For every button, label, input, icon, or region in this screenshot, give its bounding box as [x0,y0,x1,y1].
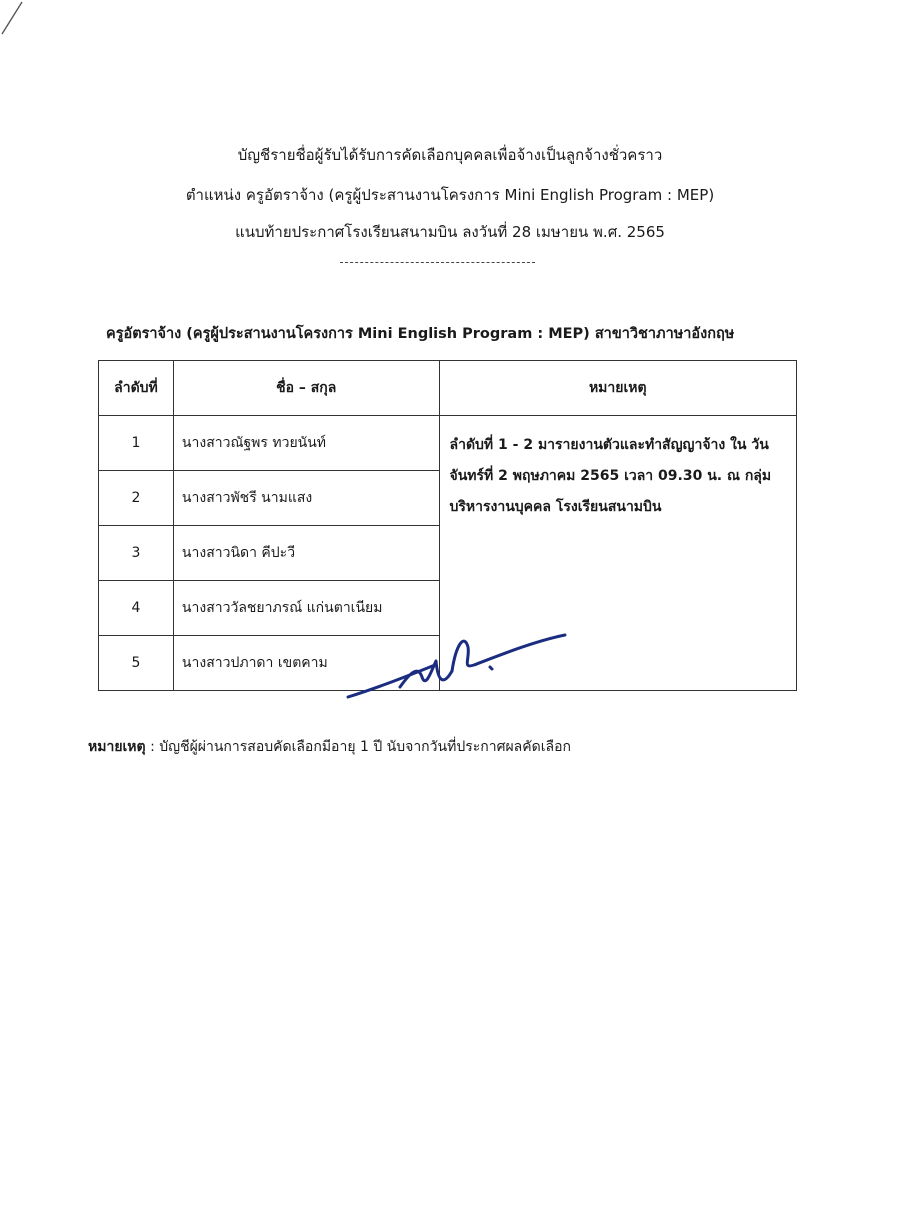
row-order: 3 [99,526,174,581]
header-line-3: แนบท้ายประกาศโรงเรียนสนามบิน ลงวันที่ 28 เมษายน พ.ศ. 2565 [235,223,665,241]
column-header-order: ลำดับที่ [99,361,174,416]
row-name: นางสาวนิดา คีปะวี [173,526,439,581]
row-order: 5 [99,636,174,691]
row-order: 1 [99,416,174,471]
signature [340,625,580,710]
section-title: ครูอัตราจ้าง (ครูผู้ประสานงานโครงการ Mini English Program : MEP) สาขาวิชาภาษาอังกฤษ [106,326,735,342]
footnote [88,736,571,758]
header-line-1: บัญชีรายชื่อผู้รับได้รับการคัดเลือกบุคคลเพื่อจ้างเป็นลูกจ้างชั่วคราว [237,146,663,164]
corner-mark [0,0,30,40]
footnote-label: หมายเหตุ [88,739,146,755]
table-row [99,416,797,471]
header-line-2: ตำแหน่ง ครูอัตราจ้าง (ครูผู้ประสานงานโครงการ Mini English Program : MEP) [185,186,715,204]
row-order: 2 [99,471,174,526]
row-name: นางสาวณัฐพร ทวยนันท์ [173,416,439,471]
remark-cell: ลำดับที่ 1 - 2 มารายงานตัวและทำสัญญาจ้าง ใน วันจันทร์ที่ 2 พฤษภาคม 2565 เวลา 09.30 น. ณ กลุ่มบริหารงานบุคคล โรงเรียนสนามบิน [439,416,796,691]
row-name: นางสาวปภาดา เขตคาม [173,636,439,691]
column-header-remark: หมายเหตุ [439,361,796,416]
row-name: นางสาววัลชยาภรณ์ แก่นตาเนียม [173,581,439,636]
header-divider [340,262,535,263]
footnote-text: : บัญชีผู้ผ่านการสอบคัดเลือกมีอายุ 1 ปี นับจากวันที่ประกาศผลคัดเลือก [145,739,571,755]
row-name: นางสาวพัชรี นามแสง [173,471,439,526]
row-order: 4 [99,581,174,636]
column-header-name: ชื่อ – สกุล [173,361,439,416]
table-header-row [99,361,797,416]
